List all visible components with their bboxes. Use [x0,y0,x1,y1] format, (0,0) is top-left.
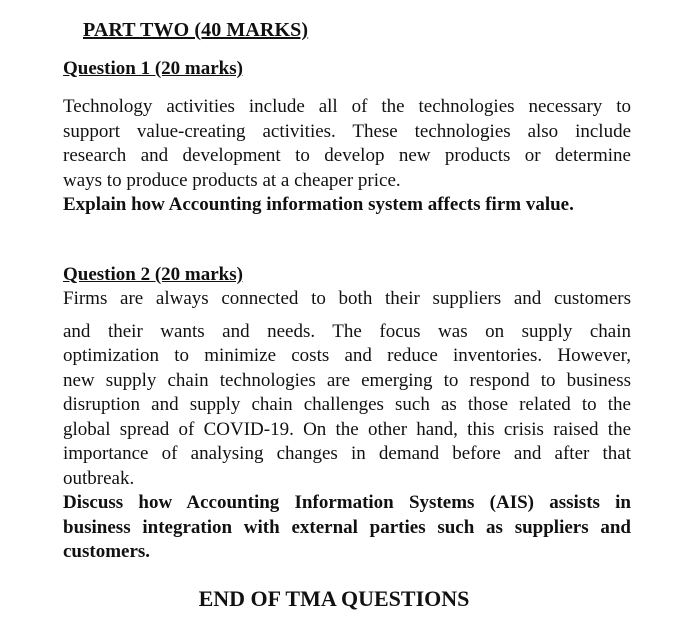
question-2-line: and their wants and needs. The focus was on supply chain [63,320,631,342]
question-2-line: global spread of COVID-19. On the other hand, this crisis raised the [63,418,631,440]
question-1-body [63,95,631,218]
question-1-line: support value-creating activities. These technologies also include [63,120,631,142]
part-title: PART TWO (40 MARKS) [83,19,309,41]
question-1-heading: Question 1 (20 marks) [63,58,243,79]
question-2-line: Firms are always connected to both their suppliers and customers [63,288,631,309]
question-2-body [63,287,631,565]
question-2-task: business integration with external parties such as suppliers and [63,516,631,538]
question-2-line: new supply chain technologies are emerging to respond to business [63,369,631,391]
question-1-line: research and development to develop new products or determine [63,145,631,166]
end-title: END OF TMA QUESTIONS [198,586,470,611]
question-1-line: ways to produce products at a cheaper price. [63,169,401,191]
question-2-task: Discuss how Accounting Information Systems (AIS) assists in [63,492,631,513]
question-2-task: customers. [63,541,151,562]
question-2-line: outbreak. [63,467,135,489]
question-2-line: importance of analysing changes in demand before and after that [63,443,631,464]
question-1-task: Explain how Accounting information system affects firm value. [63,194,574,215]
question-2-line: disruption and supply chain challenges such as those related to the [63,394,631,415]
question-1-line: Technology activities include all of the technologies necessary to [63,96,631,117]
question-2-line: optimization to minimize costs and reduce inventories. However, [63,345,631,366]
question-2-heading: Question 2 (20 marks) [63,264,243,285]
